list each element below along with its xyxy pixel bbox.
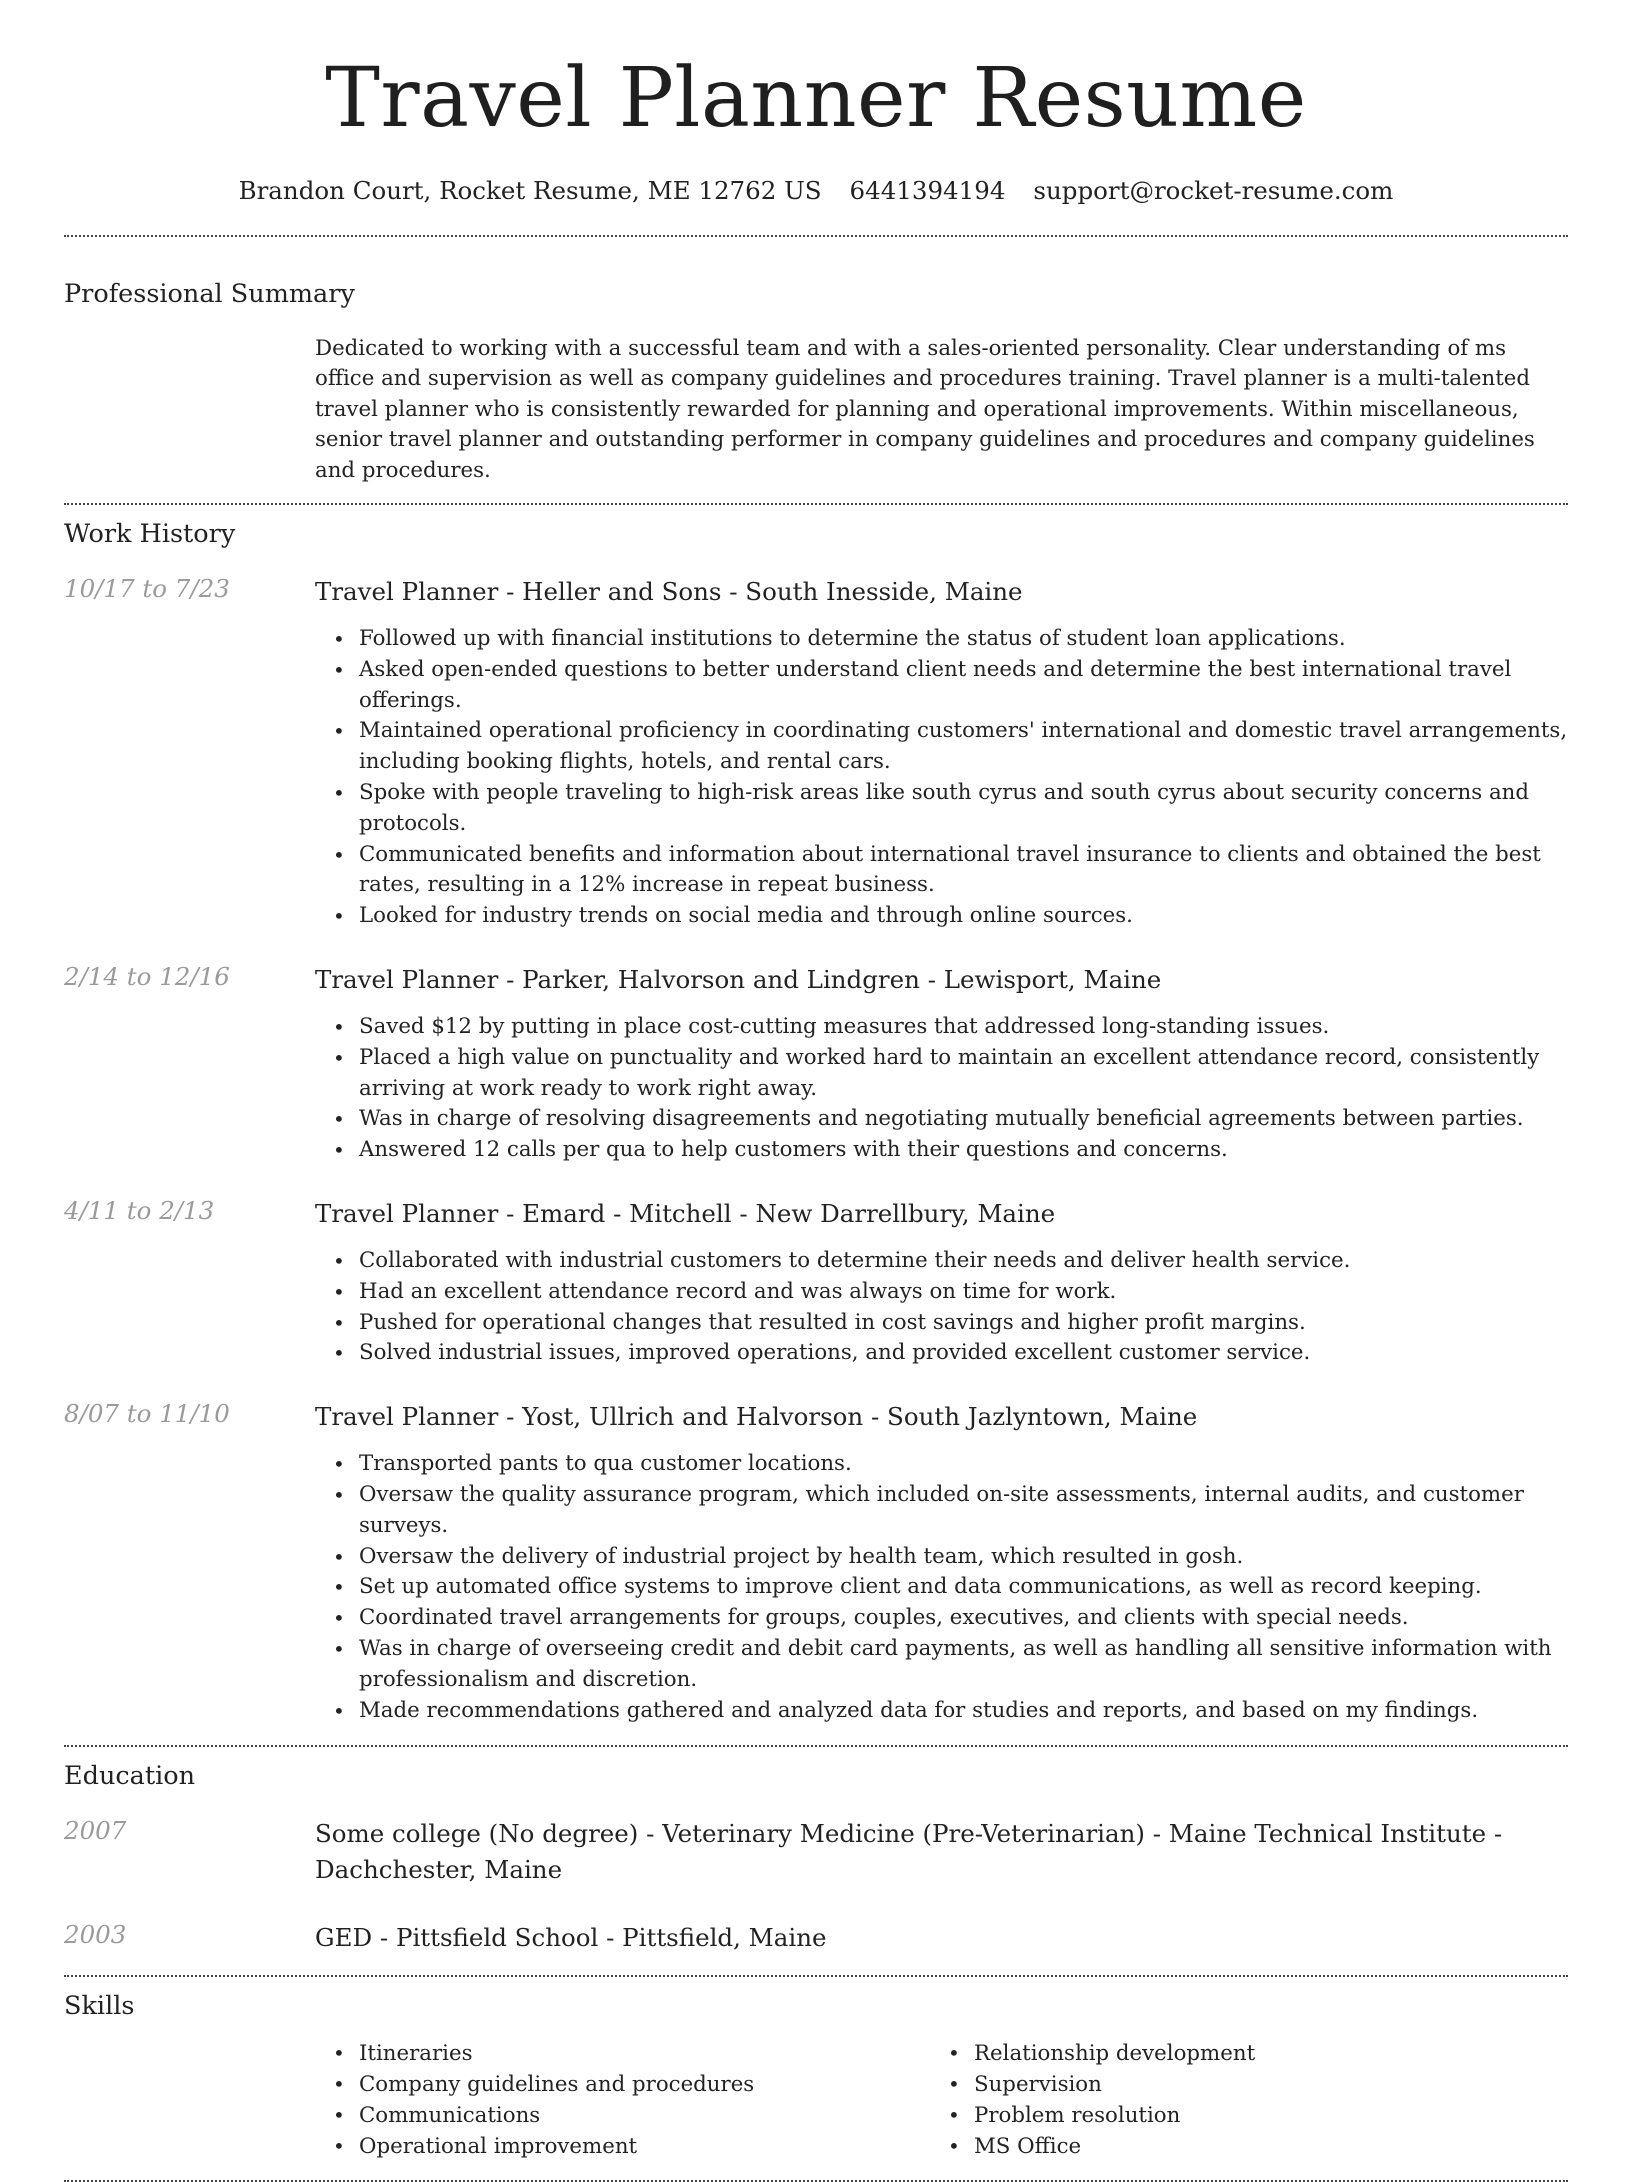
job-entry — [64, 962, 1568, 1166]
job-title: Travel Planner - Emard - Mitchell - New Darrellbury, Maine — [315, 1199, 1056, 1229]
education-year: 2003 — [64, 1919, 127, 1949]
education-entry — [64, 1920, 1568, 1956]
job-bullet: • Followed up with financial institutions to determine the status of student loan applications. — [359, 624, 1568, 655]
skills-column — [974, 2038, 1255, 2162]
job-bullets — [359, 624, 1568, 932]
job-bullet: • Placed a high value on punctuality and worked hard to maintain an excellent attendance record, consistently arriving at work ready to work right away. — [359, 1043, 1568, 1105]
job-bullet: • Solved industrial issues, improved operations, and provided excellent customer service. — [359, 1338, 1568, 1369]
job-entry — [64, 574, 1568, 932]
resume-page — [64, 0, 1568, 2182]
education-entry — [64, 1816, 1568, 1888]
job-dates: 4/11 to 2/13 — [64, 1196, 215, 1226]
skill-item: • Communications — [359, 2100, 974, 2131]
job-entry — [64, 1399, 1568, 1726]
job-bullet: • Oversaw the delivery of industrial project by health team, which resulted in gosh. — [359, 1542, 1568, 1573]
skills-column — [359, 2038, 974, 2162]
contact-email: support@rocket-resume.com — [1033, 176, 1394, 205]
skill-item: • Relationship development — [974, 2038, 1255, 2069]
job-bullet: • Looked for industry trends on social media and through online sources. — [359, 901, 1568, 932]
job-bullet: • Made recommendations gathered and analyzed data for studies and reports, and based on my findings. — [359, 1696, 1568, 1727]
job-bullet: • Was in charge of overseeing credit and debit card payments, as well as handling all sensitive information with professionalism and discretion. — [359, 1634, 1568, 1696]
job-bullet: • Had an excellent attendance record and was always on time for work. — [359, 1277, 1568, 1308]
job-bullet: • Asked open-ended questions to better understand client needs and determine the best international travel offerings. — [359, 655, 1568, 717]
section-divider — [64, 1745, 1568, 1747]
job-bullets — [359, 1012, 1568, 1166]
skills-heading: Skills — [64, 1990, 135, 2021]
job-title: Travel Planner - Heller and Sons - South Inesside, Maine — [315, 577, 1023, 607]
resume-title: Travel Planner Resume — [325, 51, 1307, 146]
job-bullet: • Was in charge of resolving disagreements and negotiating mutually beneficial agreements between parties. — [359, 1104, 1568, 1135]
job-entry — [64, 1196, 1568, 1369]
section-divider — [64, 1975, 1568, 1977]
job-dates: 2/14 to 12/16 — [64, 962, 230, 992]
skill-item: • Itineraries — [359, 2038, 974, 2069]
job-bullet: • Coordinated travel arrangements for groups, couples, executives, and clients with special needs. — [359, 1603, 1568, 1634]
skill-item: • Company guidelines and procedures — [359, 2069, 974, 2100]
skills-list — [359, 2038, 1568, 2162]
job-title: Travel Planner - Yost, Ullrich and Halvorson - South Jazlyntown, Maine — [315, 1402, 1198, 1432]
education-text: GED - Pittsfield School - Pittsfield, Maine — [315, 1922, 827, 1952]
skill-item: • Problem resolution — [974, 2100, 1255, 2131]
job-bullet: • Oversaw the quality assurance program, which included on-site assessments, internal audits, and customer surveys. — [359, 1480, 1568, 1542]
section-divider — [64, 503, 1568, 505]
job-bullet: • Pushed for operational changes that resulted in cost savings and higher profit margins. — [359, 1308, 1568, 1339]
job-bullet: • Set up automated office systems to improve client and data communications, as well as record keeping. — [359, 1572, 1568, 1603]
work-history-heading: Work History — [64, 519, 236, 550]
contact-line — [64, 176, 1568, 205]
job-bullet: • Transported pants to qua customer locations. — [359, 1449, 1568, 1480]
skill-item: • MS Office — [974, 2131, 1255, 2162]
job-dates: 8/07 to 11/10 — [64, 1399, 230, 1429]
job-bullet: • Saved $12 by putting in place cost-cutting measures that addressed long-standing issues. — [359, 1012, 1568, 1043]
job-bullets — [359, 1449, 1568, 1726]
contact-phone: 6441394194 — [849, 176, 1006, 205]
job-bullet: • Communicated benefits and information about international travel insurance to clients and obtained the best rates, resulting in a 12% increase in repeat business. — [359, 840, 1568, 902]
summary-text: Dedicated to working with a successful team and with a sales-oriented personality. Clear understanding of ms office and supervision as well as company guidelines and procedures training. Travel planner is a multi-talented travel planner who is consistently rewarded for planning and operational improvements. Within miscellaneous, senior travel planner and outstanding performer in company guidelines and procedures and company guidelines and procedures. — [315, 335, 1535, 483]
summary-heading: Professional Summary — [64, 279, 355, 310]
job-bullets — [359, 1246, 1568, 1369]
job-bullet: • Answered 12 calls per qua to help customers with their questions and concerns. — [359, 1135, 1568, 1166]
skill-item: • Supervision — [974, 2069, 1255, 2100]
job-bullet: • Spoke with people traveling to high-risk areas like south cyrus and south cyrus about security concerns and protocols. — [359, 778, 1568, 840]
contact-address: Brandon Court, Rocket Resume, ME 12762 US — [238, 176, 822, 205]
job-bullet: • Maintained operational proficiency in coordinating customers' international and domestic travel arrangements, including booking flights, hotels, and rental cars. — [359, 716, 1568, 778]
job-dates: 10/17 to 7/23 — [64, 574, 230, 604]
education-text: Some college (No degree) - Veterinary Medicine (Pre-Veterinarian) - Maine Technical Institute - Dachchester, Maine — [315, 1818, 1503, 1884]
job-bullet: • Collaborated with industrial customers to determine their needs and deliver health service. — [359, 1246, 1568, 1277]
skill-item: • Operational improvement — [359, 2131, 974, 2162]
job-title: Travel Planner - Parker, Halvorson and Lindgren - Lewisport, Maine — [315, 965, 1162, 995]
section-divider — [64, 2180, 1568, 2182]
education-heading: Education — [64, 1761, 196, 1792]
section-divider — [64, 235, 1568, 237]
education-year: 2007 — [64, 1815, 127, 1845]
